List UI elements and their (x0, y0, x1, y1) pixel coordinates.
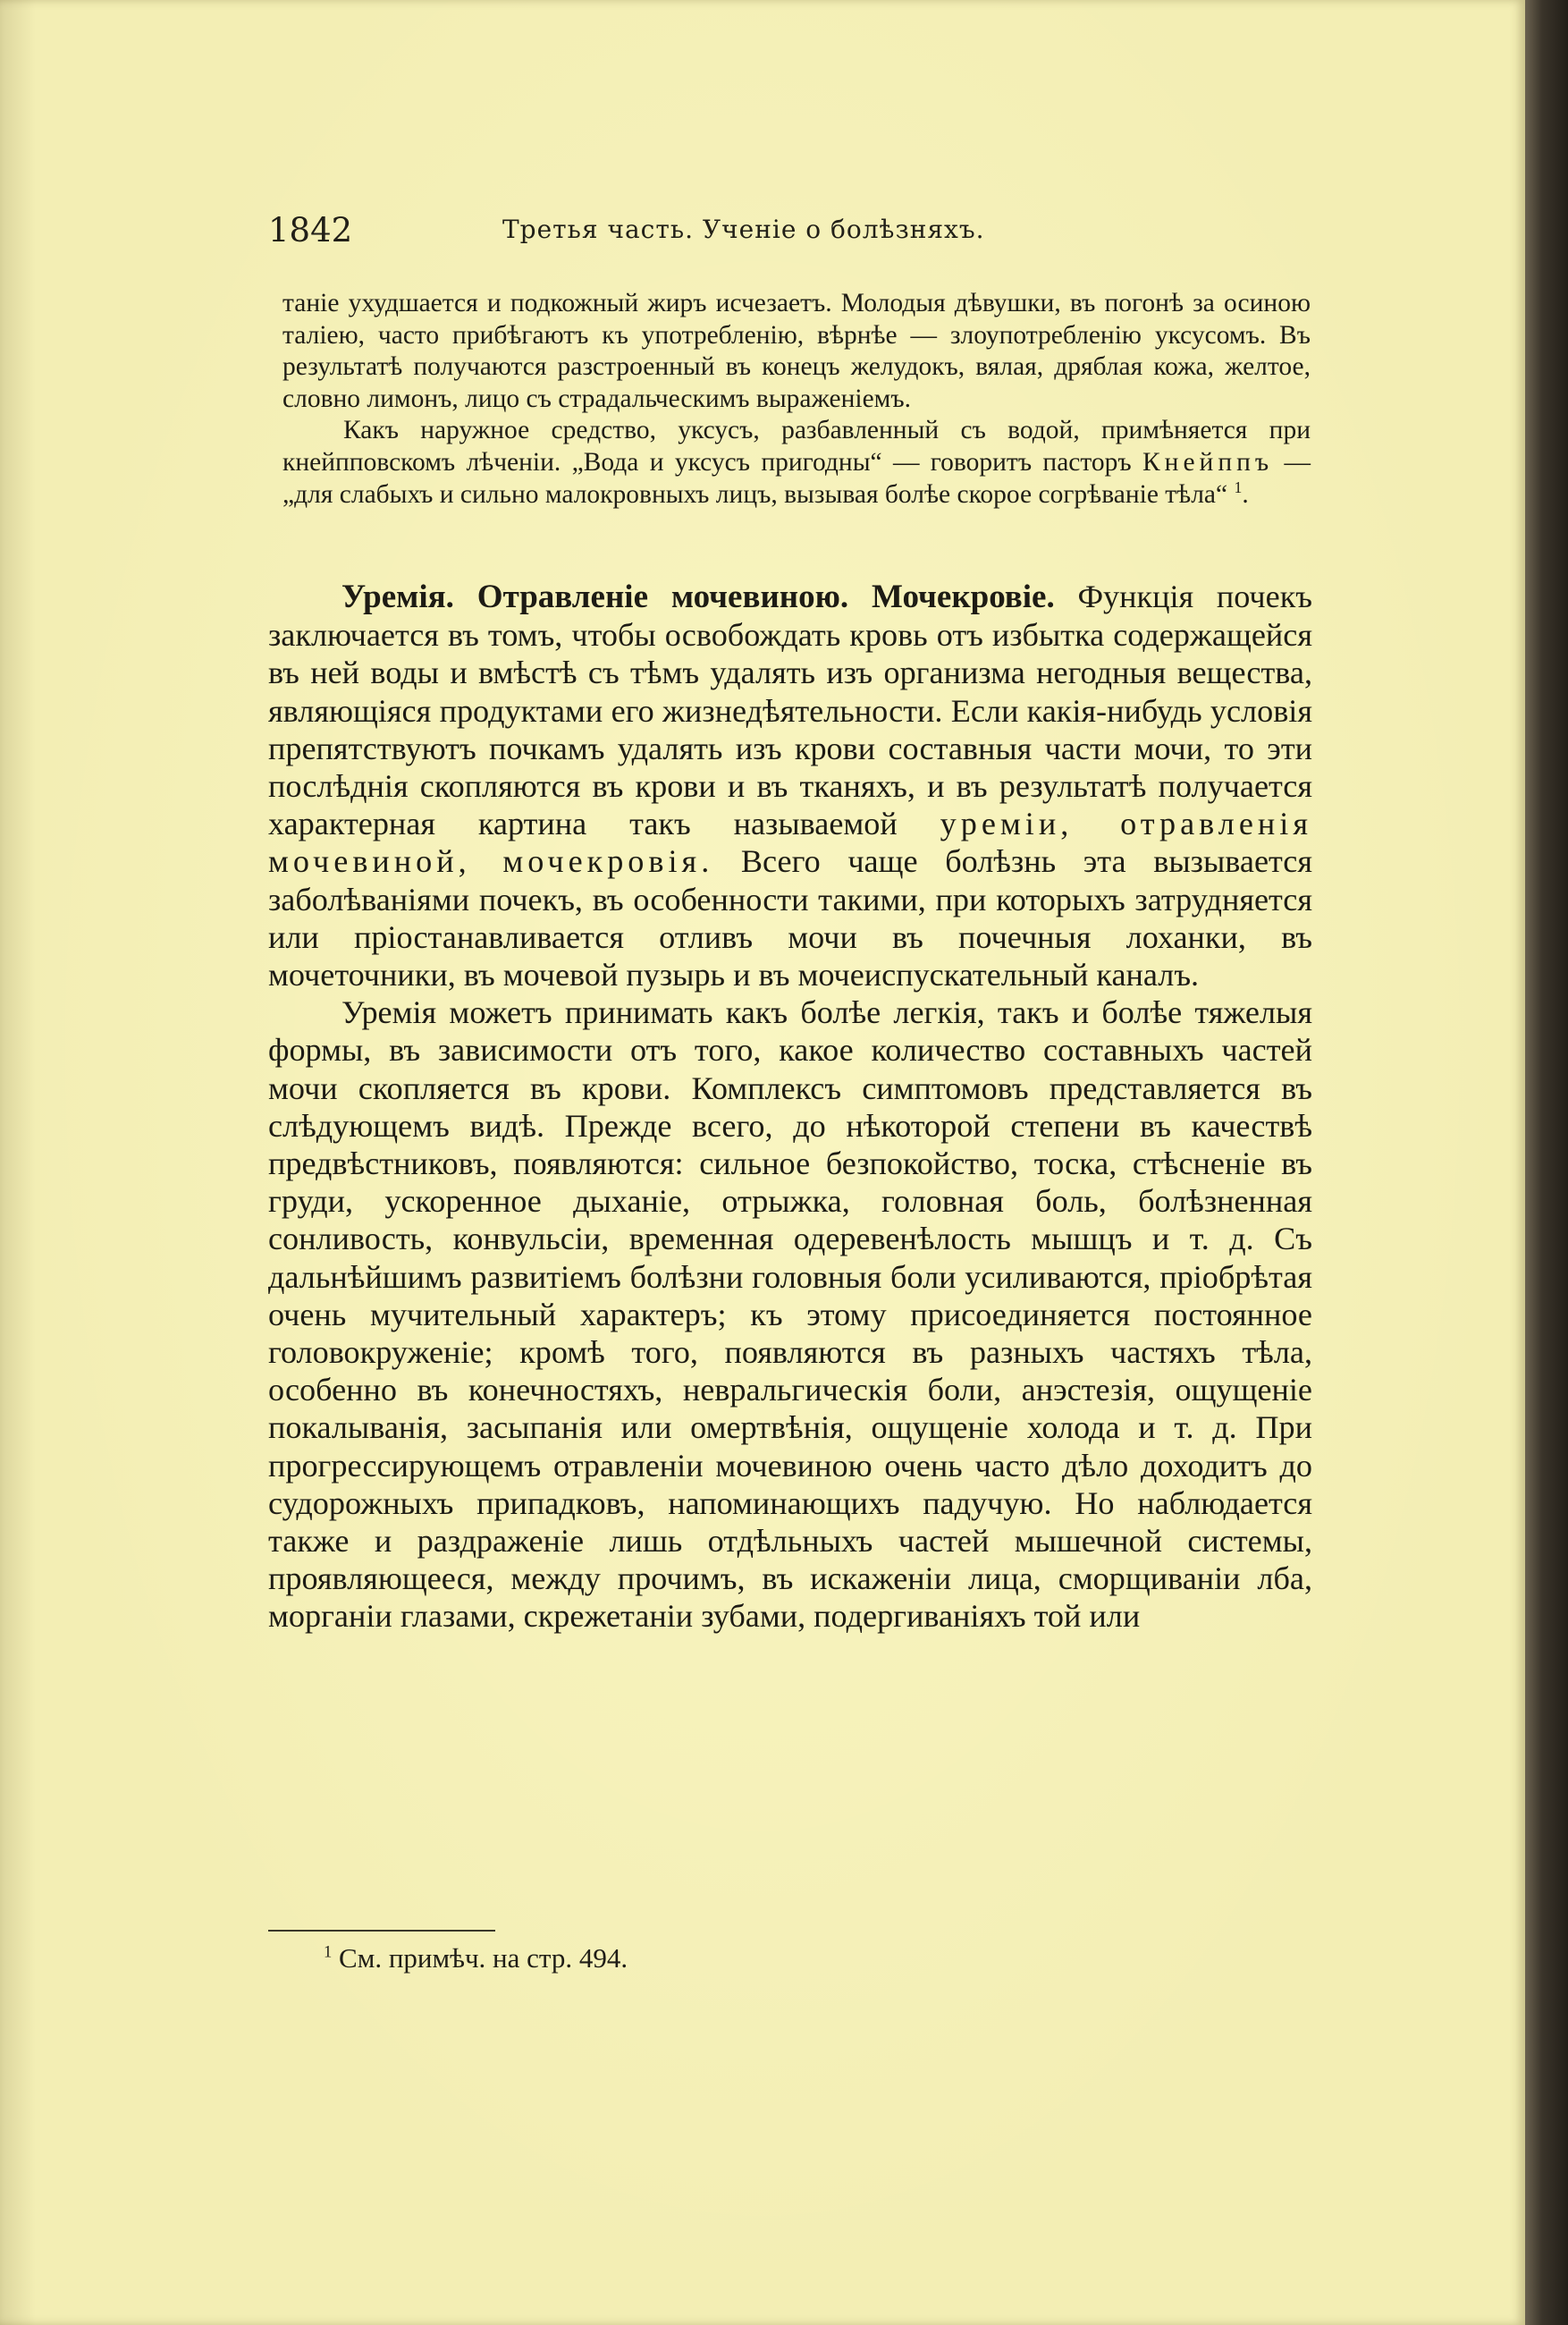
footnote-reference: 1 (1234, 478, 1243, 496)
main-paragraph-1-before: Функція почекъ заключается въ томъ, чтобы освобождать кровь отъ избытка содержащейся въ ней воды и вмѣстѣ съ тѣмъ удалять изъ организма негодныя вещества, являющіяся продуктами его жизнедѣятельности. Если какія-нибудь условія препятствуютъ почкамъ удалять изъ крови составныя части мочи, то эти послѣднія скопляются въ крови и въ тканяхъ, и въ результатѣ получается характерная картина такъ называемой (268, 579, 1312, 842)
footnote-divider (268, 1930, 495, 1932)
spaced-terms: уреміи, отравленія мочевиной, мочекровія. (268, 806, 1312, 880)
small-paragraph-2-before: Какъ наружное средство, уксусъ, разбавленный съ водой, примѣняется при кнейпповскомъ лѣченіи. „Вода и уксусъ пригодны“ — говоритъ пасторъ (282, 416, 1311, 477)
footnote (324, 1942, 628, 1974)
section-heading: Уремія. Отравленіе мочевиною. Мочекровіе. (341, 579, 1055, 615)
small-paragraph-2-after: — „для слабыхъ и сильно малокровныхъ лицъ, вызывая болѣе скорое согрѣваніе тѣла“ (282, 447, 1311, 509)
main-paragraph-1-after: Всего чаще болѣзнь эта вызывается заболѣваніями почекъ, въ особенности такими, при которыхъ затрудняется или пріостанавливается отливъ мочи въ почечныя лоханки, въ мочеточники, въ мочевой пузырь и въ мочеиспускательный каналъ. (268, 843, 1312, 993)
page-header (268, 211, 1314, 256)
small-paragraph-2 (282, 415, 1311, 511)
page-number: 1842 (268, 211, 353, 249)
main-text-section (268, 578, 1312, 1636)
main-paragraph-2: Уремія можетъ принимать какъ болѣе легкія, такъ и болѣе тяжелыя формы, въ зависимости отъ того, какое количество составныхъ частей мочи скопляется въ крови. Комплексъ симптомовъ представляется въ слѣдующемъ видѣ. Прежде всего, до нѣкоторой степени въ качествѣ предвѣстниковъ, появляются: сильное безпокойство, тоска, стѣсненіе въ груди, ускоренное дыханіе, отрыжка, головная боль, болѣзненная сонливость, конвульсіи, временная одеревенѣлость мышцъ и т. д. Съ дальнѣйшимъ развитіемъ болѣзни головныя боли усиливаются, пріобрѣтая очень мучительный характеръ; къ этому присоединяется постоянное головокруженіе; кромѣ того, появляются въ разныхъ частяхъ тѣла, особенно въ конечностяхъ, невральгическія боли, анэстезія, ощущеніе покалыванія, засыпанія или омертвѣнія, ощущеніе холода и т. д. При прогрессирующемъ отравленіи мочевиною очень часто дѣло доходитъ до судорожныхъ припадковъ, напоминающихъ падучую. Но наблюдается также и раздраженіе лишь отдѣльныхъ частей мышечной системы, проявляющееся, между прочимъ, въ искаженіи лица, сморщиваніи лба, морганіи глазами, скрежетаніи зубами, подергиваніяхъ той или (268, 994, 1312, 1635)
running-head: Третья часть. Ученіе о болѣзняхъ. (502, 215, 985, 244)
small-paragraph-2-end: . (1242, 479, 1249, 509)
small-print-section (282, 288, 1311, 511)
small-paragraph-1: таніе ухудшается и подкожный жиръ исчезаетъ. Молодыя дѣвушки, въ погонѣ за осиною таліею, часто прибѣгаютъ къ употребленію, вѣрнѣе — злоупотребленію уксусомъ. Въ результатѣ получаются разстроенный въ конецъ желудокъ, вялая, дряблая кожа, желтое, словно лимонъ, лицо съ страдальческимъ выраженіемъ. (282, 289, 1311, 413)
footnote-mark: 1 (324, 1942, 333, 1962)
footnote-text: См. примѣч. на стр. 494. (332, 1942, 628, 1974)
main-paragraph-1 (268, 578, 1312, 993)
page-edge-shadow (1525, 0, 1568, 2325)
author-name: Кнейппъ (1142, 447, 1274, 477)
